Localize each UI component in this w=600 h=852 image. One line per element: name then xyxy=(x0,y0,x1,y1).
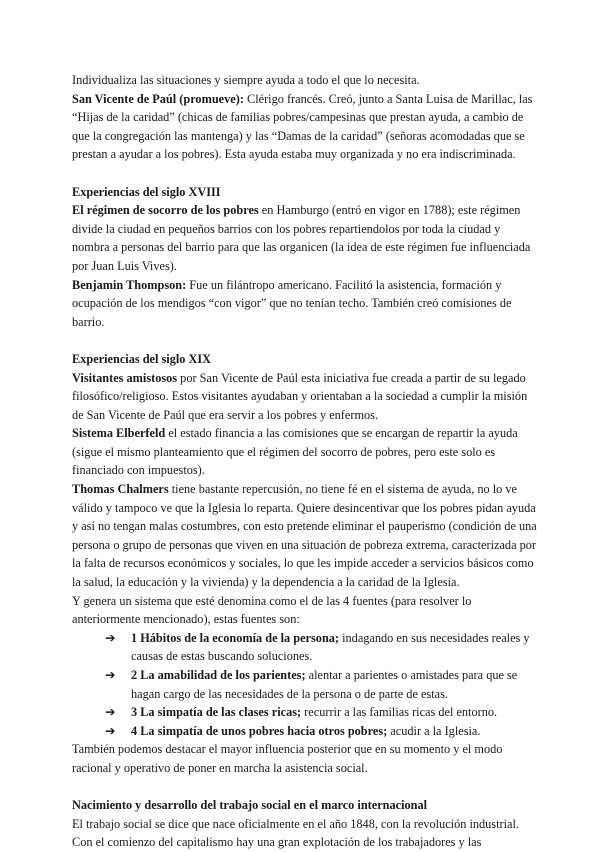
paragraph-visitantes xyxy=(72,369,537,425)
list-item-text: acudir a la Iglesia. xyxy=(387,723,481,738)
arrow-icon: ➔ xyxy=(105,668,116,682)
paragraph-text: en Hamburgo (entró en vigor en 1788); este régimen divide la ciudad en pequeños barrios con los pobres repartiendolos por toda la ciudad y nombra a personas del barrio para que las organicen (la idea de este régimen fue influenciada por Juan Luis Vives). xyxy=(72,203,531,273)
fuentes-list xyxy=(72,629,537,741)
term-thompson: Benjamin Thompson: xyxy=(72,277,187,292)
term-chalmers: Thomas Chalmers xyxy=(72,482,169,497)
paragraph-san-vicente xyxy=(72,90,537,164)
list-item xyxy=(105,703,537,722)
term-elberfeld: Sistema Elberfeld xyxy=(72,426,166,441)
paragraph-text: Fue un filántropo americano. Facilitó la asistencia, formación y ocupación de los mendigos “con vigor” que no tenían techo. También creó comisiones de barrio. xyxy=(72,277,512,329)
paragraph: Individualiza las situaciones y siempre ayuda a todo el que lo necesita. xyxy=(72,73,420,87)
list-item-title: 1 Hábitos de la economía de la persona; xyxy=(131,630,340,645)
section-heading-xviii: Experiencias del siglo XVIII xyxy=(72,184,221,199)
paragraph-text: por San Vicente de Paúl esta iniciativa fue creada a partir de su legado filosófico/religioso. Estos visitantes ayudaban y orientaban a la sociedad a cumplir la misión de San Vicente de Paúl que era servir a los pobres y enfermos. xyxy=(72,370,528,422)
list-item-title: 4 La simpatía de unos pobres hacia otros pobres; xyxy=(131,723,388,738)
paragraph-fuentes-intro: Y genera un sistema que esté denomina como el de las 4 fuentes (para resolver lo anteriormente mencionado), estas fuentes son: xyxy=(72,593,472,627)
paragraph-elberfeld xyxy=(72,424,537,480)
list-item-text: alentar a parientes o amistades para que se hagan cargo de las necesidades de la persona o de parte de estas. xyxy=(131,668,518,701)
paragraph-nacimiento: El trabajo social se dice que nace oficialmente en el año 1848, con la revolución industrial. Con el comienzo del capitalismo hay una gran explotación de los trabajadores y las xyxy=(72,816,519,850)
paragraph-influencia: También podemos destacar el mayor influencia posterior que en su momento y el modo racional y operativo de poner en marcha la asistencia social. xyxy=(72,742,503,775)
arrow-icon: ➔ xyxy=(105,723,116,738)
list-item xyxy=(105,666,537,703)
section-heading-internacional: Nacimiento y desarrollo del trabajo social en el marco internacional xyxy=(72,798,428,813)
paragraph-text: el estado financia a las comisiones que se encargan de repartir la ayuda (sigue el mismo planteamiento que el régimen del socorro de pobres, pero este solo es financiado con impuestos). xyxy=(72,426,518,478)
list-item-title: 2 La amabilidad de los parientes; xyxy=(131,668,306,682)
document-page xyxy=(72,71,537,852)
section-heading-xix: Experiencias del siglo XIX xyxy=(72,351,212,366)
arrow-icon: ➔ xyxy=(105,630,116,645)
paragraph-text: tiene bastante repercusión, no tiene fé en el sistema de ayuda, no lo ve válido y tampoco ve que la Iglesia lo reparta. Quiere desincentivar que los pobres pidan ayuda y así no tengan malas costumbres, con esto pretende eliminar el pauperismo (condición de una persona o grupo de personas que viven en una situación de pobreza extrema, caracterizada por la falta de recursos económicos y sociales, lo que les impide acceder a servicios básicos como la salud, la educación y la vivienda) y la dependencia a la caridad de la Iglesia. xyxy=(72,482,537,590)
paragraph-thompson xyxy=(72,276,537,332)
term-regimen: El régimen de socorro de los pobres xyxy=(72,203,259,218)
arrow-icon: ➔ xyxy=(105,705,116,720)
list-item xyxy=(105,629,537,666)
term-san-vicente: San Vicente de Paúl (promueve): xyxy=(72,91,244,106)
paragraph-chalmers xyxy=(72,480,537,592)
paragraph-text: Clérigo francés. Creó, junto a Santa Luisa de Marillac, las “Hijas de la caridad” (chicas de familias pobres/campesinas que prestan ayuda, a cambio de que la congregación las mantenga) y las “Damas de la caridad” (señoras acomodadas que se prestan a ayudar a los pobres). Esta ayuda estaba muy organizada y no era indiscriminada. xyxy=(72,91,533,162)
list-item-text: indagando en sus necesidades reales y causas de estas buscando soluciones. xyxy=(131,630,530,664)
paragraph-regimen xyxy=(72,201,537,275)
list-item-title: 3 La simpatía de las clases ricas; xyxy=(131,705,302,720)
term-visitantes: Visitantes amistosos xyxy=(72,370,178,385)
list-item xyxy=(105,722,537,741)
list-item-text: recurrir a las familias ricas del entorno. xyxy=(301,705,498,720)
